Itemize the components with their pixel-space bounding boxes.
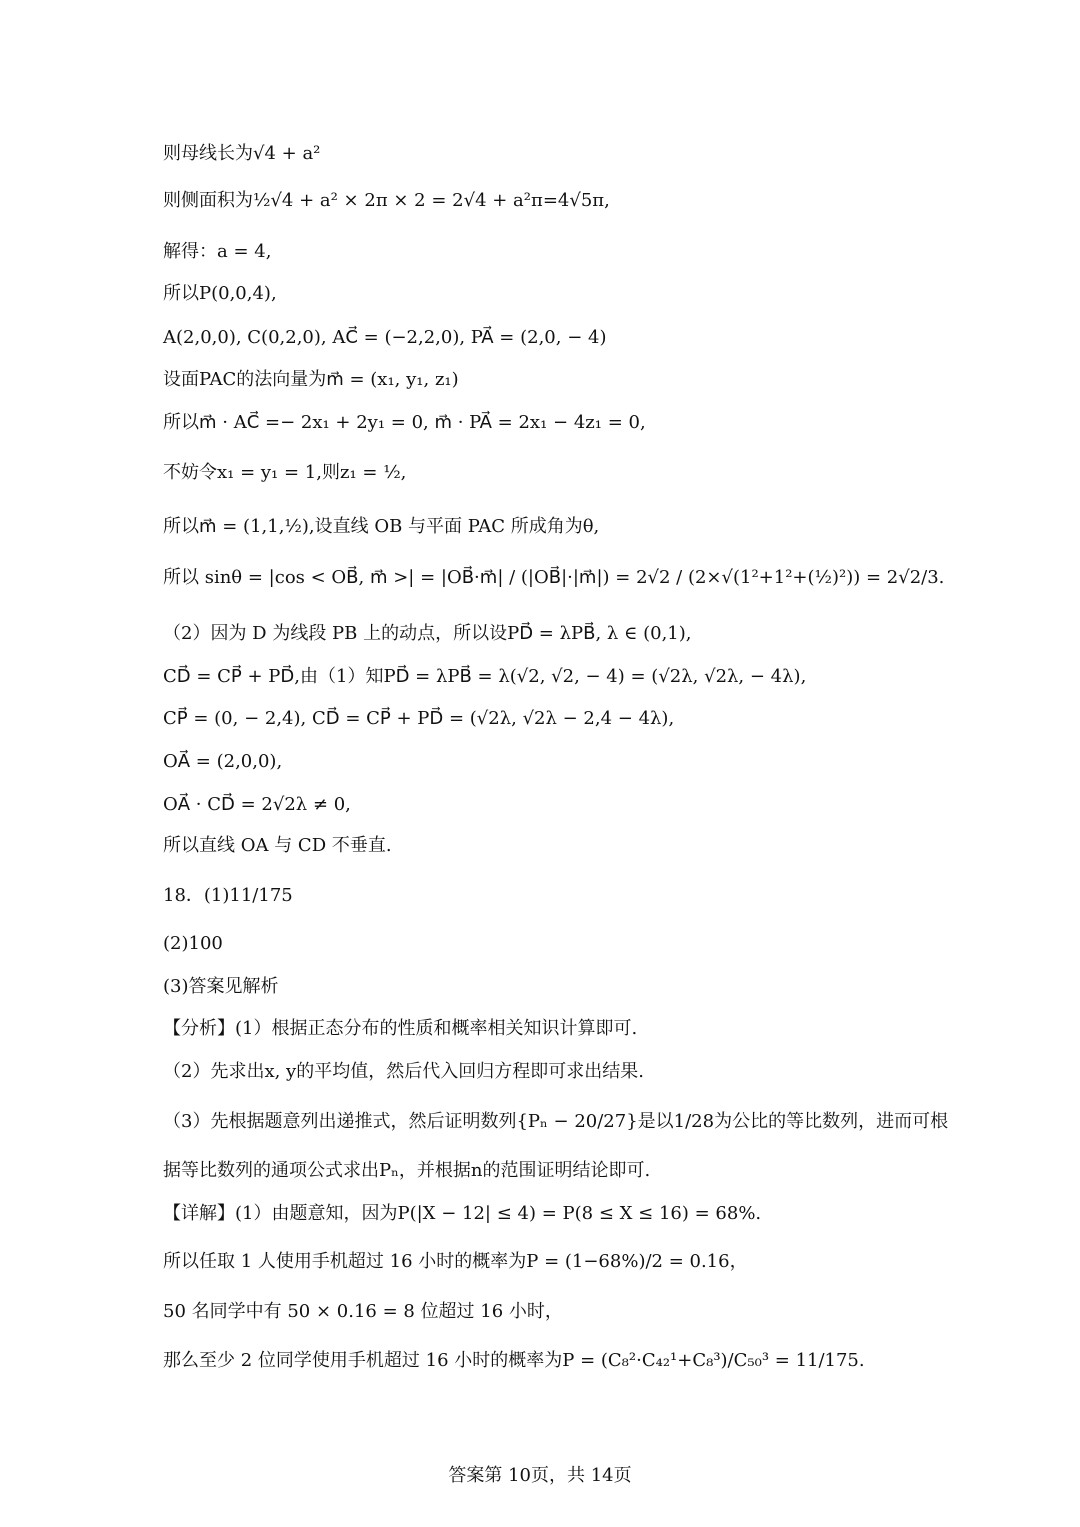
text-line: (3)答案见解析 [163, 976, 279, 997]
text-line: 据等比数列的通项公式求出Pₙ，并根据n的范围证明结论即可. [163, 1160, 651, 1181]
text-line: (2)100 [163, 933, 223, 954]
text-line: CD⃗ = CP⃗ + PD⃗,由（1）知PD⃗ = λPB⃗ = λ(√2, √2, − 4) = (√2λ, √2λ, − 4λ), [163, 666, 807, 687]
text-line: 所以 sinθ = |cos < OB⃗, m⃗ >| = |OB⃗·m⃗| / (|OB⃗|·|m⃗|) = 2√2 / (2×√(1²+1²+(½)²)) = 2√2/3. [163, 567, 945, 588]
text-line: CP⃗ = (0, − 2,4), CD⃗ = CP⃗ + PD⃗ = (√2λ, √2λ − 2,4 − 4λ), [163, 708, 675, 729]
text-line: 所以P(0,0,4), [163, 283, 277, 304]
text-line: 所以直线 OA 与 CD 不垂直. [163, 835, 392, 856]
text-line: OA⃗ = (2,0,0), [163, 751, 283, 772]
text-line: OA⃗ · CD⃗ = 2√2λ ≠ 0, [163, 794, 351, 815]
text-line: 18．(1)11/175 [163, 885, 293, 906]
page-footer: 答案第 10页，共 14页 [448, 1465, 632, 1486]
text-line: 【详解】(1）由题意知，因为P(|X − 12| ≤ 4) = P(8 ≤ X ≤ 16) = 68%. [163, 1203, 762, 1224]
text-line: （3）先根据题意列出递推式，然后证明数列{Pₙ − 20/27}是以1/28为公比的等比数列，进而可根 [163, 1111, 949, 1132]
text-line: 所以任取 1 人使用手机超过 16 小时的概率为P = (1−68%)/2 = 0.16， [163, 1251, 748, 1272]
text-line: （2）因为 D 为线段 PB 上的动点，所以设PD⃗ = λPB⃗, λ ∈ (0,1), [163, 623, 692, 644]
text-line: 那么至少 2 位同学使用手机超过 16 小时的概率为P = (C₈²·C₄₂¹+C₈³)/C₅₀³ = 11/175. [163, 1350, 865, 1371]
text-line: 50 名同学中有 50 × 0.16 = 8 位超过 16 小时， [163, 1301, 563, 1322]
text-line: 解得：a = 4, [163, 241, 272, 262]
text-line: 所以m⃗ · AC⃗ =− 2x₁ + 2y₁ = 0, m⃗ · PA⃗ = 2x₁ − 4z₁ = 0, [163, 412, 646, 433]
text-line: A(2,0,0), C(0,2,0), AC⃗ = (−2,2,0), PA⃗ = (2,0, − 4) [163, 327, 607, 348]
text-line: 不妨令x₁ = y₁ = 1,则z₁ = ½, [163, 462, 407, 483]
text-line: 则母线长为√4 + a² [163, 143, 321, 164]
text-line: 设面PAC的法向量为m⃗ = (x₁, y₁, z₁) [163, 369, 459, 390]
text-line: 所以m⃗ = (1,1,½),设直线 OB 与平面 PAC 所成角为θ, [163, 516, 600, 537]
text-line: （2）先求出x, y的平均值，然后代入回归方程即可求出结果. [163, 1061, 644, 1082]
text-line: 【分析】(1）根据正态分布的性质和概率相关知识计算即可. [163, 1018, 638, 1039]
text-line: 则侧面积为½√4 + a² × 2π × 2 = 2√4 + a²π=4√5π, [163, 190, 610, 211]
